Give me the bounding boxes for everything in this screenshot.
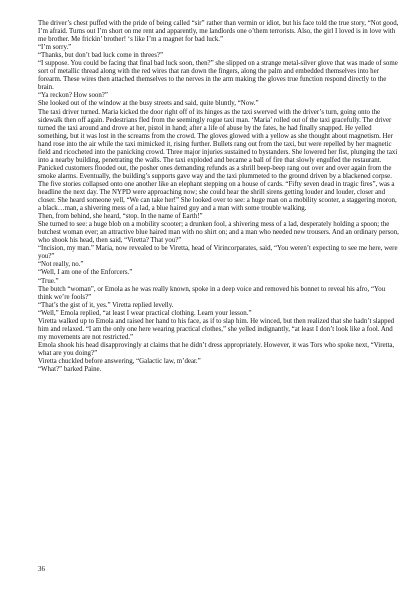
paragraph: “Well, I am one of the Enforcers.” <box>38 269 133 277</box>
paragraph: Viretta chuckled before answering, “Galactic law, m’dear.” <box>38 357 201 365</box>
paragraph: She turned to see: a huge blob on a mobility scooter; a drunken fool, a shivering mess of a lad, desperately holding a spoon; the butchest woman ever; an attractive blue haired man with no shirt on; and a man who needed new trousers. And an ordinary person, who shook his head, then said, “Viretta? That you?” <box>38 221 399 245</box>
paragraph: Emola shook his head disapprovingly at claims that he didn’t dress appropriately. However, it was Tors who spoke next, “Viretta, what are you doing?” <box>38 341 395 357</box>
paragraph: “That’s the gist of it, yes.” Viretta replied levelly. <box>38 301 174 309</box>
paragraph: “True.” <box>38 277 59 285</box>
paragraph: The driver’s chest puffed with the pride of being called “sir” rather than vermin or idiot, but his face told the true story, “Not good, I’m afraid. Turns out I’m short on me rent and apparently, me landlords one o’them terrorists. Also, the girl I loved is in love with me brother. Me frickin’ brother! ‘s like I’m a magnet for bad luck.” <box>38 20 399 44</box>
paragraph: Viretta walked up to Emola and raised her hand to his face, as if to slap him. He winced, but then realized that she hadn’t slapped him and relaxed. “I am the only one here wearing practical clothes,” she yelled indignantly, “at least I don’t look like a fool. And my movements are not restricted.” <box>38 317 395 341</box>
paragraph: The butch “woman”, or Emola as he was really known, spoke in a deep voice and removed his bonnet to reveal his afro, “You think we’re fools?” <box>38 285 386 301</box>
paragraph: “Thanks, but don’t bad luck come in threes?” <box>38 52 164 60</box>
paragraph: “What?” barked Paine. <box>38 366 102 374</box>
body-text <box>38 20 399 374</box>
paragraph: “Ya reckon? How soon?” <box>38 92 108 100</box>
paragraph: “I suppose. You could be facing that final bad luck soon, then?” she slipped on a strange metal-silver glove that was made of some sort of metallic thread along with the red wires that ran down the fingers, along the palm and embedded themselves into her forearm. These wires then attached themselves to the nerves in the arm making the gloves true function respond directly to the brain. <box>38 60 398 92</box>
paragraph: “Well,” Emola replied, “at least I wear practical clothing. Learn your lesson.” <box>38 309 252 317</box>
paragraph: “Incision, my man.” Maria, now revealed to be Viretta, head of Virincorparates, said, “You weren’t expecting to see me here, were you?” <box>38 245 398 261</box>
page-number: 36 <box>38 566 45 573</box>
paragraph: “I’m sorry.” <box>38 44 72 52</box>
paragraph: “Not really, no.” <box>38 261 84 269</box>
paragraph: Then, from behind, she heard, “stop. In the name of Earth!” <box>38 213 203 221</box>
paragraph: The taxi driver turned. Maria kicked the door right off of its hinges as the taxi swerved with the driver’s turn, going onto the sidewalk then off again. Pedestrians fled from the seemingly rogue taxi man. ‘Maria’ rolled out of the taxi gracefully. The driver turned the taxi around and drove at her, pistol in hand; after a life of abuse by the fates, he had finally snapped. He yelled something, but it was lost in the screams from the crowd. The gloves glowed with a yellow as she thought about magnetism. Her hand rose into the air while the taxi mimicked it, rising further. Bullets rang out from the taxi, but were repelled by her magnetic field and ricocheted into the panicking crowd. Three major injuries sustained to bystanders. She lowered her fist, plunging the taxi into a nearby building, penetrating the walls. The taxi exploded and became a ball of fire that slowly engulfed the restaurant. Panicked customers flooded out, the posher ones demanding refunds as a shrill beep-beep rang out over and over again from the smoke alarms. Eventually, the building’s supports gave way and the taxi plummeted to the ground driven by a blackened corpse. The five stories collapsed onto one another like an elephant stepping on a house of cards. “Fifty seven dead in tragic fires”, was a headline the next day. The NYPD were approaching now; she could hear the shrill sirens getting louder and louder, closer and closer. She heard someone yell, “We can take her!” She looked over to see: a huge man on a mobility scooter, a staggering moron, a black…man, a shivering mess of a lad, a blue haired guy and a man with some trouble walking. <box>38 108 398 213</box>
paragraph: She looked out of the window at the busy streets and said, quite bluntly, “Now.” <box>38 100 259 108</box>
